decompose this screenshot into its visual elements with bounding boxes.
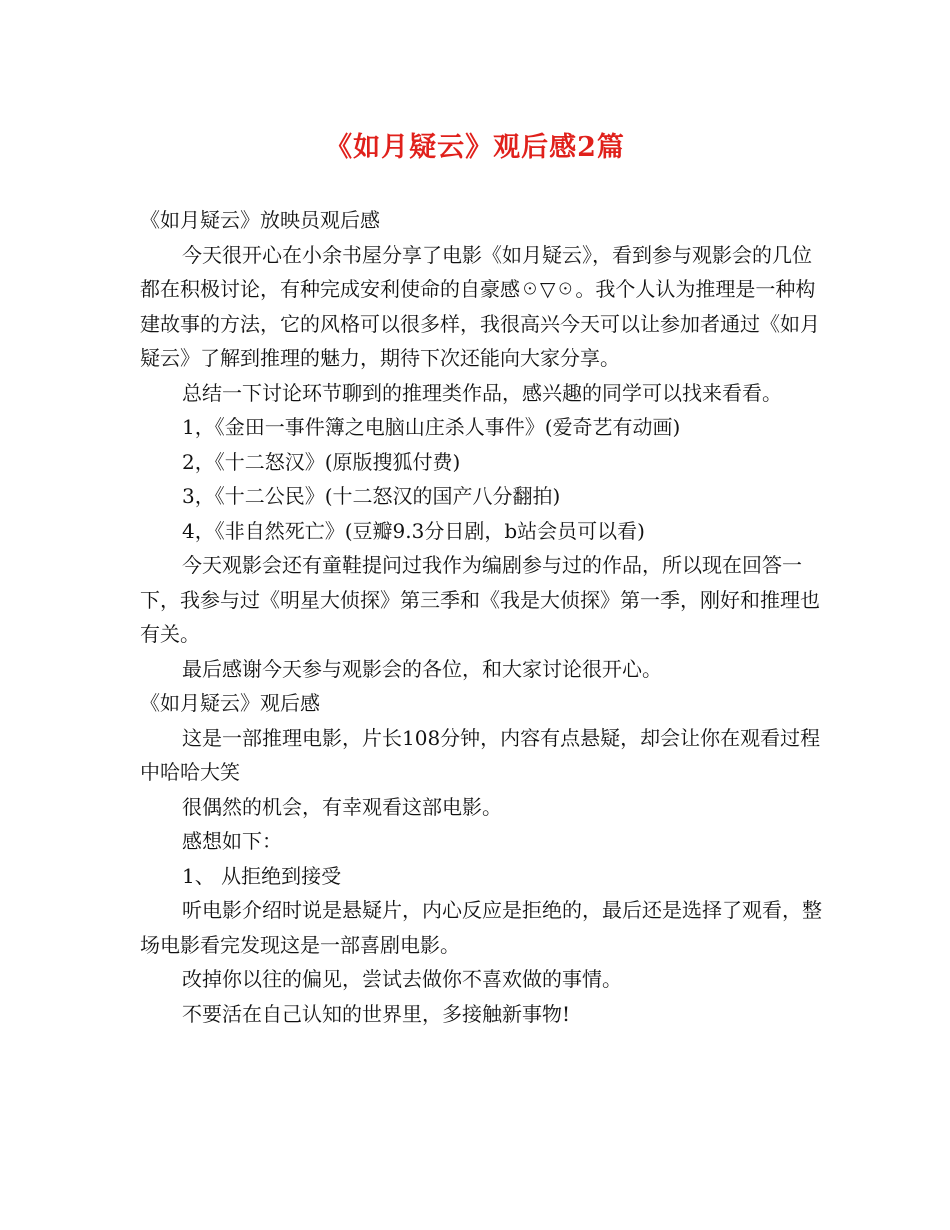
paragraph: 3，《十二公民》(十二怒汉的国产八分翻拍) — [182, 484, 561, 508]
paragraph: 2，《十二怒汉》(原版搜狐付费) — [182, 449, 461, 474]
paragraph: 今天观影会还有童鞋提问过我作为编剧参与过的作品，所以现在回答一下，我参与过《明星大侦探》第三季和《我是大侦探》第一季，刚好和推理也有关。 — [140, 553, 820, 646]
paragraph: 《如月疑云》观后感 — [140, 691, 320, 715]
paragraph: 总结一下讨论环节聊到的推理类作品，感兴趣的同学可以找来看看。 — [182, 380, 782, 405]
paragraph: 4，《非自然死亡》(豆瓣9.3分日剧，b站会员可以看) — [182, 518, 645, 543]
paragraph: 感想如下： — [182, 829, 282, 853]
paragraph: 听电影介绍时说是悬疑片，内心反应是拒绝的，最后还是选择了观看，整场电影看完发现这是一部喜剧电影。 — [140, 898, 822, 957]
paragraph: 不要活在自己认知的世界里，多接触新事物! — [182, 1001, 571, 1026]
document-title: 《如月疑云》观后感2篇 — [325, 132, 625, 163]
paragraph: 1，《金田一事件簿之电脑山庄杀人事件》(爱奇艺有动画) — [182, 415, 681, 439]
paragraph: 最后感谢今天参与观影会的各位，和大家讨论很开心。 — [182, 656, 662, 681]
paragraph: 1、 从拒绝到接受 — [182, 863, 342, 888]
paragraph: 今天很开心在小余书屋分享了电影《如月疑云》，看到参与观影会的几位都在积极讨论，有种完成安利使命的自豪感☉▽☉。我个人认为推理是一种构建故事的方法，它的风格可以很多样，我很高兴今天可以让参加者通过《如月疑云》了解到推理的魅力，期待下次还能向大家分享。 — [140, 242, 820, 370]
paragraph: 这是一部推理电影，片长108分钟，内容有点悬疑，却会让你在观看过程中哈哈大笑 — [140, 725, 821, 784]
paragraph: 改掉你以往的偏见，尝试去做你不喜欢做的事情。 — [182, 967, 622, 991]
document-body — [140, 203, 830, 1031]
paragraph: 很偶然的机会，有幸观看这部电影。 — [182, 794, 502, 819]
paragraph: 《如月疑云》放映员观后感 — [140, 208, 380, 232]
